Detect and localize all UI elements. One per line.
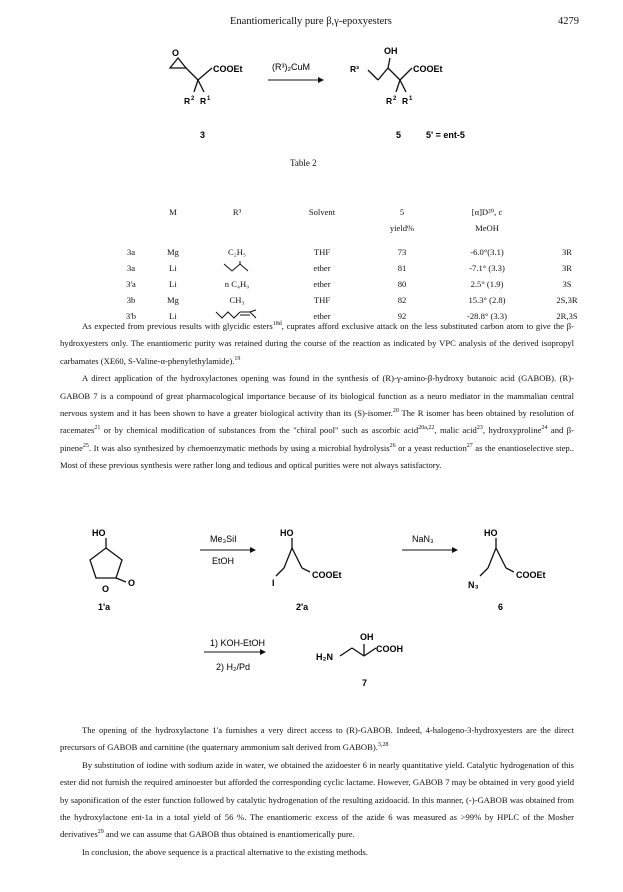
iodoester-structure — [276, 538, 310, 576]
table-header-row — [113, 204, 597, 220]
cell-solvent: THF — [313, 247, 331, 257]
lactone-structure — [90, 538, 126, 582]
cell-rotation: -28.8° (3.3) — [467, 311, 507, 321]
cell-config: 2S,3R — [556, 295, 578, 305]
azidoester-n3: N₃ — [468, 580, 479, 590]
cell-yield: 81 — [397, 263, 407, 273]
col-yield-bottom: yield% — [389, 223, 415, 233]
paragraph: By substitution of iodine with sodium azide in water, we obtained the azidoester 6 in nearly quantitative yield. Catalytic hydrogenation of this ester did not furnish the required aminoester but afforded the corresponding cyclic lactame. However, GABOB 7 may be obtained in very good yield by saponification of the ester function followed by catalytic hydrogenation of the resulting azidoacid. In this manner, (-)-GABOB was obtained from the hydroxylactone ent-1a in a total yield of 56 %. The enantiomeric excess of the azide 6 was measured as >99% by HPLC of the Mosher derivatives$^{29}$ and we can assume that GABOB thus obtained is enantiomerically pure. — [60, 759, 574, 840]
paragraph: As expected from previous results with glycidic esters$^{18d}$, cuprates afford exclusive attack on the less substituted carbon atom to give the β-hydroxyesters only. The enantiomeric purity was retained during the course of the reaction as indicated by VPC analysis of the derived isopropyl carbamates (XE60, S-Valine-α-phenylethylamide).$^{19}$ — [60, 321, 574, 366]
cell-yield: 92 — [397, 311, 407, 321]
vinyl-methyl-structure — [222, 260, 252, 274]
iodoester-ho: HO — [280, 528, 294, 538]
paragraph: In conclusion, the above sequence is a practical alternative to the existing methods. — [82, 846, 368, 857]
cell-m: Li — [169, 279, 177, 289]
label-ent5: 5' = ent-5 — [426, 130, 465, 140]
body-text-1 — [60, 318, 574, 475]
epoxide-o: O — [172, 48, 180, 58]
gabob-structure — [340, 644, 376, 656]
scheme-1 — [150, 40, 510, 150]
label-1a: 1'a — [98, 602, 111, 612]
reactant-r1-sup: 1 — [207, 96, 211, 102]
reactant-r2: R — [184, 96, 191, 106]
product-oh: OH — [384, 46, 398, 56]
gabob-h2n: H₂N — [316, 652, 333, 662]
cell-m: Mg — [167, 295, 179, 305]
cell-compound: 3a — [126, 247, 136, 257]
reactant-r1: R — [200, 96, 207, 106]
reagent-koh-etoh: 1) KOH-EtOH — [210, 638, 266, 648]
iodoester-cooet: COOEt — [312, 570, 342, 580]
cell-config: 3R — [561, 263, 573, 273]
cell-r3: C₂H₅ — [228, 247, 246, 257]
gabob-oh: OH — [360, 632, 374, 642]
product-r1-sup: 1 — [409, 96, 413, 102]
cell-compound: 3b — [126, 295, 136, 305]
cell-config: 3S — [562, 279, 572, 289]
cell-config: 2R,3S — [556, 311, 578, 321]
gabob-cooh: COOH — [376, 644, 403, 654]
cell-rotation: -7.1° (3.3) — [469, 263, 505, 273]
cell-solvent: ether — [313, 311, 331, 321]
table-row — [113, 260, 597, 276]
running-title: Enantiomerically pure β,γ-epoxyesters — [230, 16, 392, 27]
cell-m: Mg — [167, 247, 179, 257]
col-solvent: Solvent — [308, 207, 336, 217]
product-r3: R³ — [350, 64, 359, 74]
body-text-2 — [60, 722, 574, 861]
reactant-cooet: COOEt — [213, 64, 243, 74]
iodoester-i: I — [272, 578, 275, 588]
table-row — [113, 292, 597, 308]
scheme-2 — [70, 520, 570, 700]
col-m: M — [169, 207, 177, 217]
cell-solvent: ether — [313, 263, 331, 273]
cell-solvent: THF — [313, 295, 331, 305]
cell-rotation: 15.3° (2.8) — [468, 295, 506, 305]
cell-config: 3R — [561, 247, 573, 257]
paragraph: The opening of the hydroxylactone 1'a furnishes a very direct access to (R)-GABOB. Indeed, 4-halogeno-3-hydroxyesters are the direct precursors of GABOB and carnitine (the quaternary ammonium salt derived from GABOB).$^{3,28}$ — [60, 725, 574, 753]
cell-yield: 82 — [397, 295, 407, 305]
label-2a: 2'a — [296, 602, 309, 612]
label-7: 7 — [362, 678, 368, 688]
cell-m: Li — [169, 311, 177, 321]
col-r3: R³ — [232, 207, 242, 217]
product-r2-sup: 2 — [393, 96, 397, 102]
azidoester-structure — [480, 538, 514, 576]
reagent-etoh: EtOH — [212, 556, 235, 566]
col-rot-top: [α]D²⁰, c — [471, 206, 503, 217]
cell-rotation: 2.5° (1.9) — [470, 279, 504, 289]
cell-compound: 3a — [126, 263, 136, 273]
cell-solvent: ether — [313, 279, 331, 289]
azidoester-cooet: COOEt — [516, 570, 546, 580]
paragraph: A direct application of the hydroxylactones opening was found in the synthesis of (R)-γ-amino-β-hydroxy butanoic acid (GABOB). (R)-GABOB 7 is a compound of great pharmacological importance because of its biological function as a neuro mediator in the mammalian central nervous system and it has been shown to have a greater biological activity than its (S)-isomer.$^{20}$ The R isomer has been obtained by resolution of racemates$^{21}$ or by chemical modification of substances from the "chiral pool" such as ascorbic acid$^{20a,22}$, malic acid$^{23}$, hydroxyproline$^{24}$ and β-pinene$^{25}$. It was also synthesized by chemoenzymatic methods by using a microbial hydrolysis$^{26}$ or a yeast reduction$^{27}$ as the enantioselective step.. Most of these previous synthesis were rather long and tedious and optical purities were not always satisfactory. — [60, 373, 575, 471]
label-6: 6 — [498, 602, 504, 612]
cell-r3: n C₄H₉ — [224, 279, 250, 289]
lactone-ho: HO — [92, 528, 106, 538]
reagent-me3sii: Me₃SiI — [210, 534, 237, 544]
cell-yield: 73 — [397, 247, 407, 257]
cell-m: Li — [169, 263, 177, 273]
col-yield-top: 5 — [399, 207, 405, 217]
product-cooet: COOEt — [413, 64, 443, 74]
cell-r3-structure — [197, 260, 277, 276]
cell-rotation: -6.0°(3.1) — [470, 247, 504, 257]
epoxide-structure — [170, 58, 212, 92]
table-row — [113, 276, 597, 292]
product-structure — [368, 58, 412, 92]
cell-yield: 80 — [397, 279, 407, 289]
label-5: 5 — [396, 130, 402, 140]
col-rot-bottom: MeOH — [475, 223, 499, 233]
cell-compound: 3'a — [126, 279, 136, 289]
table-row — [113, 244, 597, 260]
reagent-nan3: NaN₃ — [412, 534, 434, 544]
cell-compound: 3'b — [125, 311, 137, 321]
reagent-h2-pd: 2) H₂/Pd — [216, 662, 251, 672]
table-header-row-2 — [113, 220, 597, 236]
results-table — [113, 204, 597, 324]
lactone-carbonyl-o: O — [128, 578, 136, 588]
cell-r3: CH₃ — [229, 295, 245, 305]
page-number: 4279 — [558, 16, 579, 27]
lactone-ring-o: O — [102, 584, 110, 594]
label-3: 3 — [200, 130, 206, 140]
reactant-r2-sup: 2 — [191, 96, 195, 102]
product-r1: R — [402, 96, 409, 106]
product-r2: R — [386, 96, 393, 106]
azidoester-ho: HO — [484, 528, 498, 538]
table-caption: Table 2 — [290, 158, 317, 168]
reagent-cuprate: (R³)₂CuM — [272, 62, 310, 72]
